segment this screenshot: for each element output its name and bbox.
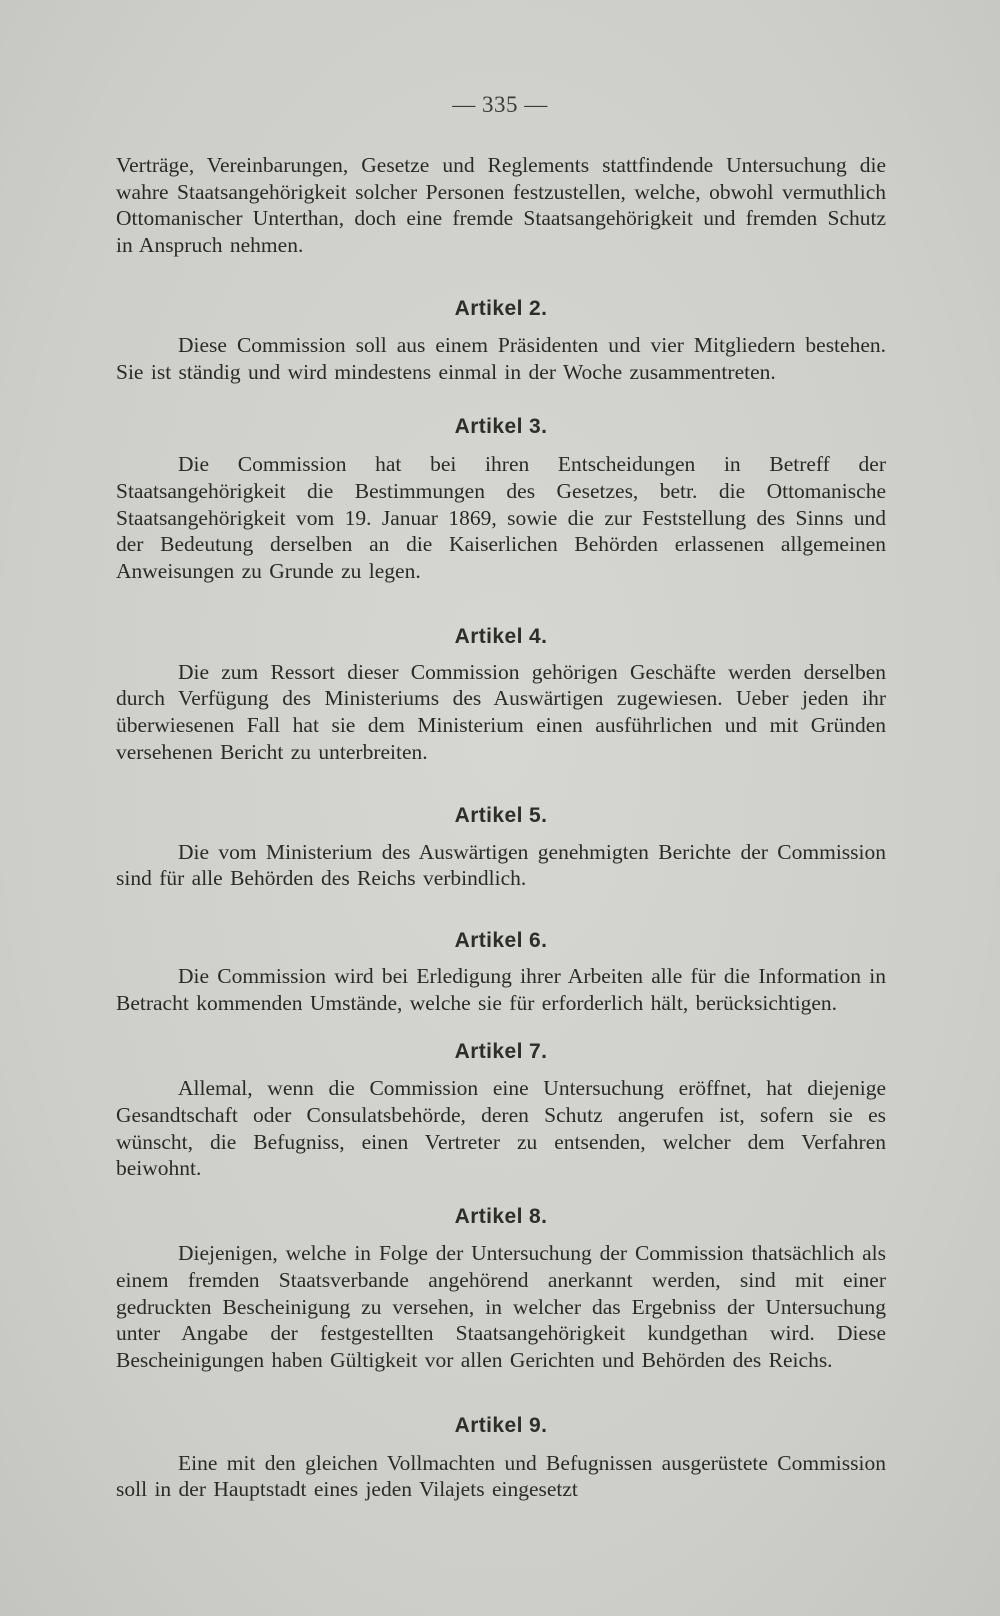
- page-number: — 335 —: [452, 92, 548, 117]
- article-9-heading: Artikel 9.: [454, 1413, 548, 1437]
- article-4-text: Die zum Ressort dieser Commission gehörigen Geschäfte werden derselben durch Verfügung des Ministeriums des Auswärtigen zugewiesen. Ueber jeden ihr überwiesenen Fall hat sie dem Ministerium einen ausführlichen und mit Gründen versehenen Bericht zu unterbreiten.: [116, 659, 886, 764]
- article-2-text: Diese Commission soll aus einem Präsidenten und vier Mitgliedern bestehen. Sie ist ständig und wird mindestens einmal in der Woche zusammentreten.: [116, 332, 886, 384]
- article-5-heading: Artikel 5.: [454, 803, 548, 827]
- article-3-text: Die Commission hat bei ihren Entscheidungen in Betreff der Staatsangehörigkeit die Bestimmungen des Gesetzes, betr. die Ottomanische Staatsangehörigkeit vom 19. Januar 1869, sowie die zur Feststellung des Sinns und der Bedeutung derselben an die Kaiserlichen Behörden erlassenen allgemeinen Anweisungen zu Grunde zu legen.: [116, 452, 886, 584]
- body-text: [116, 152, 886, 1503]
- article-9-text: Eine mit den gleichen Vollmachten und Befugnissen ausgerüstete Commission soll in der Hauptstadt eines jeden Vilajets eingesetzt: [116, 1450, 886, 1502]
- article-6-text: Die Commission wird bei Erledigung ihrer Arbeiten alle für die Information in Betracht kommenden Umstände, welche sie für erforderlich hält, berücksichtigen.: [116, 963, 886, 1015]
- article-6-heading: Artikel 6.: [454, 928, 548, 952]
- article-2-heading: Artikel 2.: [454, 296, 548, 320]
- article-7-heading: Artikel 7.: [454, 1040, 548, 1064]
- article-1-continuation: Verträge, Vereinbarungen, Gesetze und Reglements stattfindende Untersuchung die wahre Staatsangehörigkeit solcher Personen festzustellen, welche, obwohl vermuthlich Ottomanischer Unterthan, doch eine fremde Staatsangehörigkeit und fremden Schutz in Anspruch nehmen.: [116, 153, 886, 258]
- article-4-heading: Artikel 4.: [454, 624, 548, 648]
- article-5-text: Die vom Ministerium des Auswärtigen genehmigten Berichte der Commission sind für alle Behörden des Reichs verbindlich.: [116, 839, 886, 891]
- article-3-heading: Artikel 3.: [454, 415, 548, 439]
- article-7-text: Allemal, wenn die Commission eine Untersuchung eröffnet, hat diejenige Gesandtschaft oder Consulatsbehörde, deren Schutz angerufen ist, sofern sie es wünscht, die Befugniss, einen Vertreter zu entsenden, welcher dem Verfahren beiwohnt.: [116, 1076, 886, 1181]
- article-8-heading: Artikel 8.: [454, 1205, 548, 1229]
- article-8-text: Diejenigen, welche in Folge der Untersuchung der Commission thatsächlich als einem fremden Staatsverbande angehörend anerkannt werden, sind mit einer gedruckten Bescheinigung zu versehen, in welcher das Ergebniss der Untersuchung unter Angabe der festgestellten Staatsangehörigkeit kundgethan wird. Diese Bescheinigungen haben Gültigkeit vor allen Gerichten und Behörden des Reichs.: [116, 1241, 886, 1372]
